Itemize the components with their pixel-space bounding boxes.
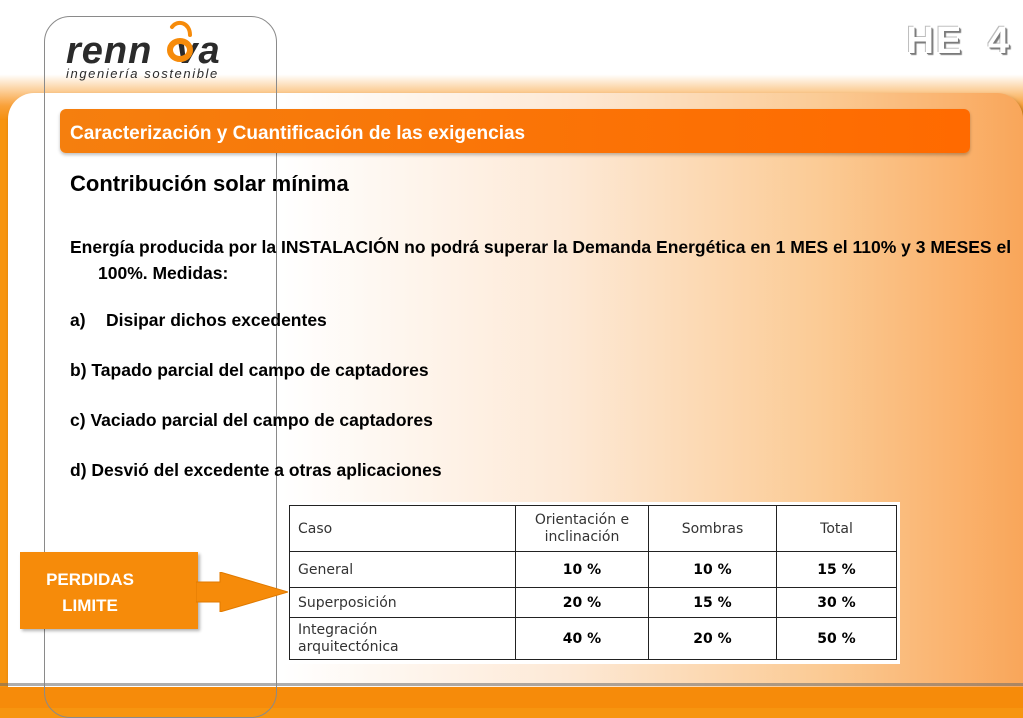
header-orientacion: [516, 506, 649, 552]
losses-table: [289, 505, 897, 660]
row-orientacion: 40 %: [516, 618, 649, 660]
header-total: Total: [777, 506, 897, 552]
row-caso-line1: Integración: [298, 621, 378, 638]
callout-line1: PERDIDAS: [46, 570, 134, 589]
row-orientacion: 20 %: [516, 588, 649, 618]
table-row: [290, 618, 897, 660]
row-caso-line2: arquitectónica: [298, 638, 399, 655]
header-sombras: Sombras: [649, 506, 777, 552]
measure-label: a): [70, 310, 86, 330]
table-row: [290, 552, 897, 588]
logo-wordmark: [66, 32, 221, 70]
section-header-title: Caracterización y Cuantificación de las exigencias: [70, 123, 526, 144]
header-orientacion-line2: inclinación: [544, 528, 620, 545]
section-header: [60, 109, 970, 153]
measure-text: Desvió del excedente a otras aplicaciones: [91, 460, 442, 480]
perdidas-limite-callout: [20, 552, 198, 629]
page-subtitle: Contribución solar mínima: [70, 171, 349, 196]
logo-tagline: ingeniería sostenible: [66, 66, 219, 81]
measure-text: Disipar dichos excedentes: [106, 310, 327, 330]
measure-label: d): [70, 460, 87, 480]
row-caso: [290, 618, 516, 660]
header-orientacion-line1: Orientación e: [534, 511, 630, 528]
row-total: 50 %: [777, 618, 897, 660]
losses-table-container: [285, 502, 900, 664]
measure-text: Vaciado parcial del campo de captadores: [90, 410, 433, 430]
row-sombras: 20 %: [649, 618, 777, 660]
row-total: 30 %: [777, 588, 897, 618]
measure-item: [70, 360, 429, 381]
row-caso: Superposición: [290, 588, 516, 618]
measure-item: [70, 410, 433, 431]
table-header-row: [290, 506, 897, 552]
row-total: 15 %: [777, 552, 897, 588]
logo-wordmark-left: renn: [66, 30, 153, 72]
measure-label: b): [70, 360, 87, 380]
slide-code: HE 4: [906, 20, 1011, 62]
logo-wordmark-right: va: [176, 30, 221, 72]
table-row: [290, 588, 897, 618]
rennova-logo: [66, 32, 266, 82]
row-caso: General: [290, 552, 516, 588]
arrow-right-icon: [196, 572, 288, 612]
measure-item: [70, 310, 327, 331]
header-caso: Caso: [290, 506, 516, 552]
logo-swoosh-icon: [166, 19, 194, 63]
measure-item: [70, 460, 442, 481]
intro-paragraph: Energía producida por la INSTALACIÓN no podrá superar la Demanda Energética en 1 MES el 110% y 3 MESES el 100%. Medidas:: [70, 237, 1012, 283]
row-orientacion: 10 %: [516, 552, 649, 588]
callout-line2: LIMITE: [62, 596, 118, 615]
measure-text: Tapado parcial del campo de captadores: [91, 360, 429, 380]
measure-label: c): [70, 410, 86, 430]
row-sombras: 15 %: [649, 588, 777, 618]
row-sombras: 10 %: [649, 552, 777, 588]
